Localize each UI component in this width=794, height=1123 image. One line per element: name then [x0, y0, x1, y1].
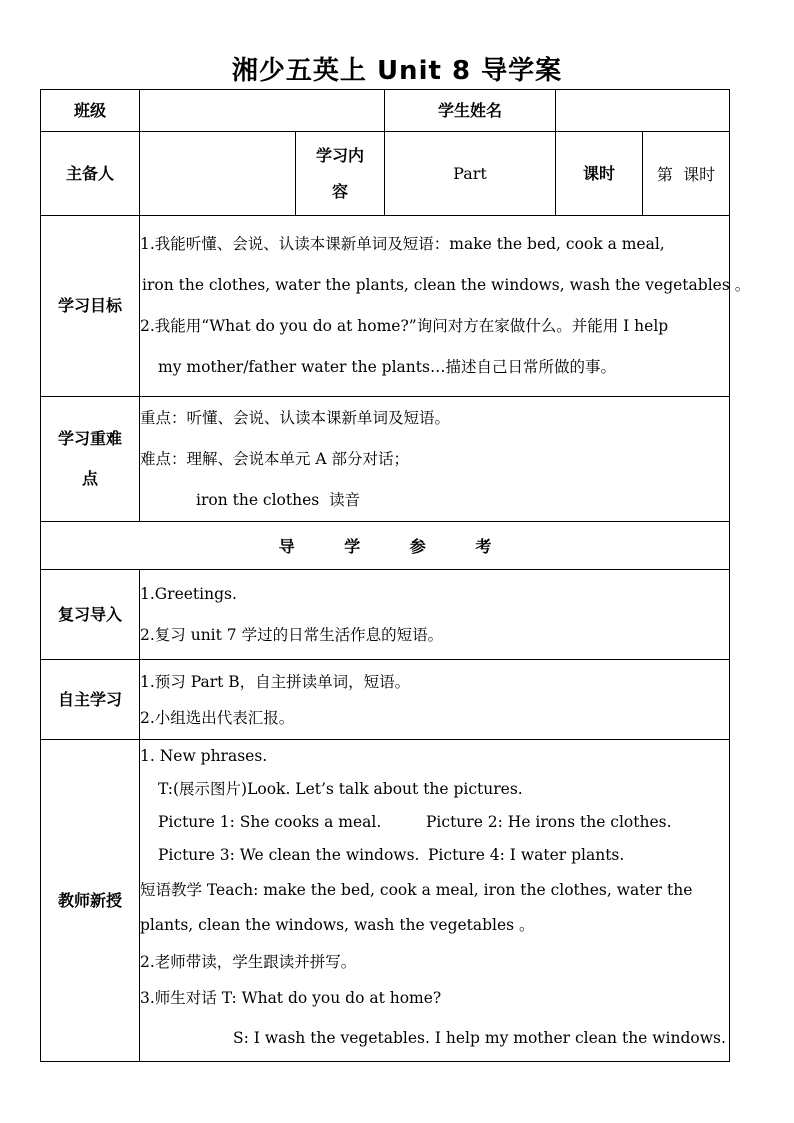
- self-study-line: 1.预习 Part B，自主拼读单词，短语。: [140, 672, 411, 691]
- lesson-value: 第 课时: [643, 132, 730, 216]
- preparer-value[interactable]: [140, 132, 296, 216]
- objectives-label: 学习目标: [41, 216, 140, 397]
- row-self-study: [41, 660, 730, 740]
- objectives-content: [140, 216, 751, 397]
- review-content: [140, 570, 730, 660]
- teaching-line: T:(展示图片)Look. Let’s talk about the pictures.: [158, 780, 523, 798]
- teaching-content: [140, 740, 730, 1062]
- objective-line: my mother/father water the plants…描述自己日常所做的事。: [158, 358, 616, 376]
- review-line: 1.Greetings.: [140, 584, 237, 603]
- guide-table: [40, 89, 751, 1062]
- row-class: [41, 90, 730, 132]
- teaching-line: S: I wash the vegetables. I help my mother clean the windows.: [233, 1029, 726, 1047]
- teaching-line: 2.老师带读，学生跟读并拼写。: [140, 953, 357, 971]
- self-study-label: 自主学习: [41, 660, 140, 740]
- key-points-label-line1: 学习重难: [57, 429, 122, 448]
- row-preparer: [41, 132, 730, 216]
- picture-row-1: [140, 806, 729, 839]
- page-title: 湘少五英上 Unit 8 导学案: [231, 56, 563, 86]
- picture-caption-1: Picture 1: She cooks a meal.: [158, 813, 382, 831]
- teaching-line: 短语教学 Teach: make the bed, cook a meal, iron the clothes, water the: [140, 881, 693, 899]
- key-point-line: iron the clothes 读音: [196, 490, 361, 509]
- key-points-label: [41, 397, 140, 522]
- guide-char: 参: [409, 537, 426, 556]
- guide-char: 学: [344, 537, 361, 556]
- key-point-line: 难点：理解、会说本单元 A 部分对话；: [140, 449, 410, 468]
- class-label: 班级: [41, 90, 140, 132]
- picture-caption-4: Picture 4: I water plants.: [428, 846, 625, 864]
- picture-caption-3: Picture 3: We clean the windows.: [158, 846, 420, 864]
- content-label-line1: 学习内: [315, 145, 364, 165]
- self-study-content: [140, 660, 730, 740]
- objective-line: 1.我能听懂、会说、认读本课新单词及短语：make the bed, cook a meal,: [140, 235, 665, 253]
- row-review: [41, 570, 730, 660]
- preparer-label: 主备人: [41, 132, 140, 216]
- teaching-line: plants, clean the windows, wash the vegetables 。: [140, 916, 535, 934]
- key-points-content: [140, 397, 730, 522]
- guide-reference-heading: [41, 522, 730, 570]
- content-label-line2: 容: [331, 181, 348, 201]
- review-label: 复习导入: [41, 570, 140, 660]
- picture-row-2: [140, 839, 729, 872]
- teaching-line: 1. New phrases.: [140, 747, 268, 765]
- review-line: 2.复习 unit 7 学过的日常生活作息的短语。: [140, 625, 444, 644]
- row-guide-header: [41, 522, 730, 570]
- guide-char: 考: [475, 537, 492, 556]
- teaching-label: 教师新授: [41, 740, 140, 1062]
- key-points-label-line2: 点: [81, 469, 98, 488]
- class-value[interactable]: [140, 90, 385, 132]
- row-objectives: [41, 216, 730, 397]
- objective-line: iron the clothes, water the plants, clean the windows, wash the vegetables 。: [142, 276, 751, 294]
- objective-line: 2.我能用“What do you do at home?”询问对方在家做什么。并能用 I help: [140, 317, 669, 335]
- row-teaching: [41, 740, 730, 1062]
- teaching-line: 3.师生对话 T: What do you do at home?: [140, 989, 442, 1007]
- key-point-line: 重点：听懂、会说、认读本课新单词及短语。: [140, 408, 451, 427]
- lesson-label: 课时: [556, 132, 643, 216]
- guide-char: 导: [278, 537, 295, 556]
- row-key-points: [41, 397, 730, 522]
- student-name-label: 学生姓名: [385, 90, 556, 132]
- content-label: [296, 132, 385, 216]
- student-name-value[interactable]: [556, 90, 730, 132]
- picture-caption-2: Picture 2: He irons the clothes.: [426, 813, 672, 831]
- self-study-line: 2.小组选出代表汇报。: [140, 708, 295, 727]
- part-value: Part: [385, 132, 556, 216]
